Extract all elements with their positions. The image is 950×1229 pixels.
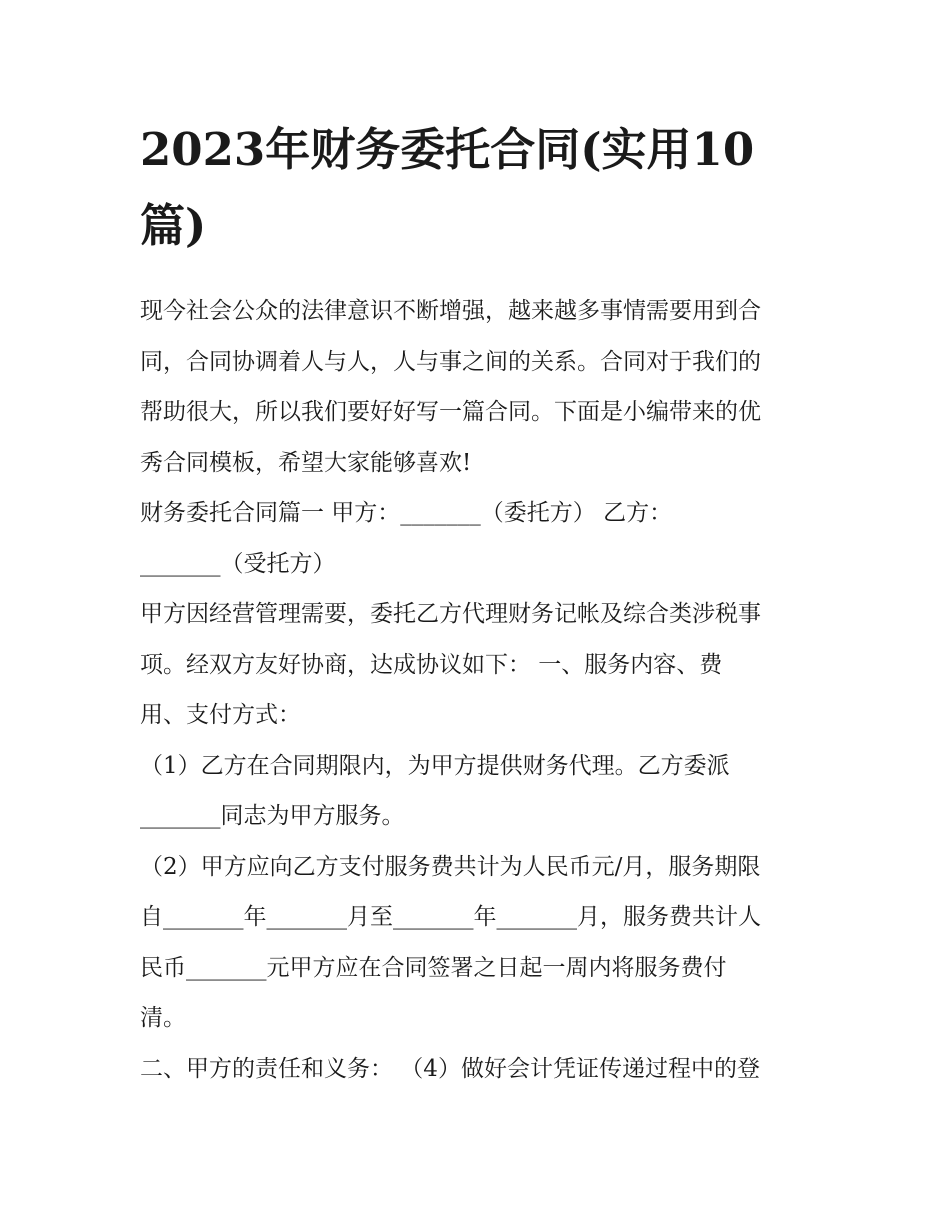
body-line: （2）甲方应向乙方支付服务费共计为人民币元/月，服务期限	[140, 853, 761, 880]
body-line: 现今社会公众的法律意识不断增强，越来越多事情需要用到合	[140, 298, 761, 324]
body-line: _______（受托方）	[140, 550, 336, 577]
body-line: 甲方因经营管理需要，委托乙方代理财务记帐及综合类涉税事	[140, 601, 761, 627]
body-line: 项。经双方友好协商，达成协议如下： 一、服务内容、费	[140, 651, 723, 678]
body-line: 用、支付方式：	[140, 702, 301, 728]
title-line: 2023年财务委托合同(实用10	[140, 123, 755, 176]
body-line: 同，合同协调着人与人，人与事之间的关系。合同对于我们的	[140, 348, 761, 375]
body-line: 自_______年_______月至_______年_______月，服务费共计人	[140, 904, 761, 930]
body-line: 清。	[140, 1005, 186, 1031]
body-line: 民币_______元甲方应在合同签署之日起一周内将服务费付	[140, 954, 727, 981]
body-line: （1）乙方在合同期限内，为甲方提供财务代理。乙方委派	[140, 752, 730, 779]
title-line: 篇)	[140, 199, 207, 252]
document-page	[140, 112, 820, 1094]
body-line: 帮助很大，所以我们要好好写一篇合同。下面是小编带来的优	[140, 399, 761, 425]
body-line: 财务委托合同篇一 甲方：_______（委托方） 乙方：	[140, 500, 673, 526]
document-title	[140, 112, 820, 264]
body-line: _______同志为甲方服务。	[140, 803, 405, 829]
body-line: 二、甲方的责任和义务： （4）做好会计凭证传递过程中的登	[140, 1055, 760, 1082]
body-line: 秀合同模板，希望大家能够喜欢!	[140, 449, 472, 476]
document-body	[140, 286, 820, 1094]
